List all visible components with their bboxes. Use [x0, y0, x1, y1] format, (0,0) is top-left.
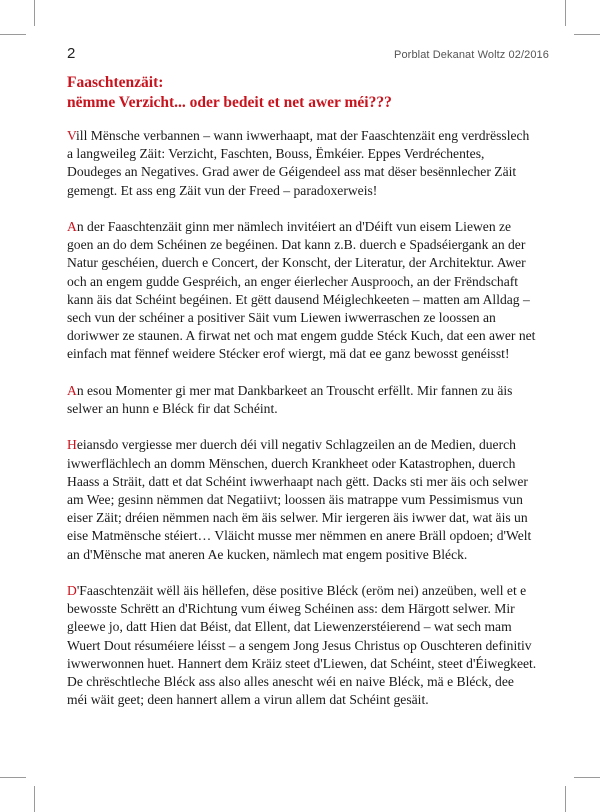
crop-mark — [0, 34, 26, 35]
crop-mark — [34, 0, 35, 26]
page-number: 2 — [67, 45, 76, 62]
paragraph-initial: V — [67, 128, 77, 143]
crop-mark — [574, 777, 600, 778]
paragraph-text: eiansdo vergiesse mer duerch déi vill negativ Schlagzeilen an de Medien, duerch iwwerflächlech an domm Mënschen, duerch Krankheet oder Katastrophen, duerch Haass a Sträit, datt et dat Schéint iwwerhaapt nach gëtt. Dacks sti mer äis och selwer am Wee; gesinn nëmmen dat Negatiivt; loossen äis matrappe vum Pessimismus vun eiser Zäit; dréien nëmmen nach ëm äis selwer. Mir iergeren äis iwwer dat, wat äis un eise Matmënsche stéiert… Vläicht musse mer nëmmen en anere Bräll opdoen; d'Welt an d'Mënsche mat aneren Ae kucken, nämlech mat engem positive Bléck. — [67, 437, 532, 562]
paragraph-text: ill Mënsche verbannen – wann iwwerhaapt, mat der Faaschtenzäit eng verdrësslech a langweileg Zäit: Verzicht, Faschten, Bouss, Ëmkéier. Eppes Verdréchentes, Doudeges an Negatives. Grad awer de Géigendeel ass mat dëser besënnlecher Zäit gemengt. Et ass eng Zäit vun der Freed – paradoxerweis! — [67, 128, 530, 198]
paragraph-text: n esou Momenter gi mer mat Dankbarkeet an Trouscht erfëllt. Mir fannen zu äis selwer an hunn e Bléck fir dat Schéint. — [67, 382, 513, 417]
paragraph — [67, 582, 537, 709]
crop-mark — [0, 777, 26, 778]
paragraph-text: 'Faaschtenzäit wëll äis hëllefen, dëse positive Bléck (eröm nei) anzeüben, well et e bewosste Schrëtt an d'Richtung vum éiweg Schéinen ass: dem Härgott selwer. Mir gleewe jo, datt Hien dat Béist, dat Ellent, dat Liewenzerstéierend – wat sech mam Wuert Dout résuméiere léisst – a sengem Jong Jesus Christus op Ouschteren definitiv iwwerwonnen huet. Hannert dem Kräiz steet d'Liewen, dat Schéint, steet d'Éiwegkeet. De chrëschtleche Bléck ass also alles anescht wéi en naive Bléck, mä e Bléck, dee méi wäit geet; deen hannert allem a virun allem dat Schéint gesäit. — [67, 583, 537, 708]
crop-mark — [565, 786, 566, 812]
article-body — [67, 127, 537, 728]
paragraph-initial: D — [67, 583, 77, 599]
crop-mark — [574, 34, 600, 35]
title-line-1: Faaschtenzäit: — [67, 74, 164, 91]
paragraph-initial: H — [67, 437, 77, 453]
article-title — [67, 73, 549, 113]
paragraph — [67, 127, 537, 200]
paragraph-initial: A — [67, 382, 77, 398]
paragraph — [67, 382, 537, 418]
page-header — [67, 45, 549, 62]
crop-mark — [565, 0, 566, 26]
title-line-2: nëmme Verzicht... oder bedeit et net awer méi??? — [67, 94, 392, 111]
paragraph-initial: A — [67, 219, 77, 234]
crop-mark — [34, 786, 35, 812]
paragraph — [67, 436, 537, 563]
paragraph-text: n der Faaschtenzäit ginn mer nämlech invitéiert an d'Déift vun eisem Liewen ze goen an do dem Schéinen ze begéinen. Dat kann z.B. duerch e Spadséiergank an der Natur geschéien, duerch e Concert, der Konscht, der Literatur, der Architektur. Awer och an engem gudde Gespréich, an enger éierlecher Ausprooch, an der Frëndschaft kann äis dat Schéint begéinen. Et gëtt dausend Méiglechkeeten – matten am Alldag – sech vun der schéiner a positiver Säit vum Liewen iwwerraschen ze loossen an doriwwer ze staunen. A firwat net och mat engem gudde Stéck Kuch, dat een awer net einfach mat fënnef weidere Stécker erof wiergt, mä dat ee ganz bewosst genéisst! — [67, 219, 536, 362]
paragraph — [67, 218, 537, 364]
running-head: Porblat Dekanat Woltz 02/2016 — [394, 49, 549, 61]
